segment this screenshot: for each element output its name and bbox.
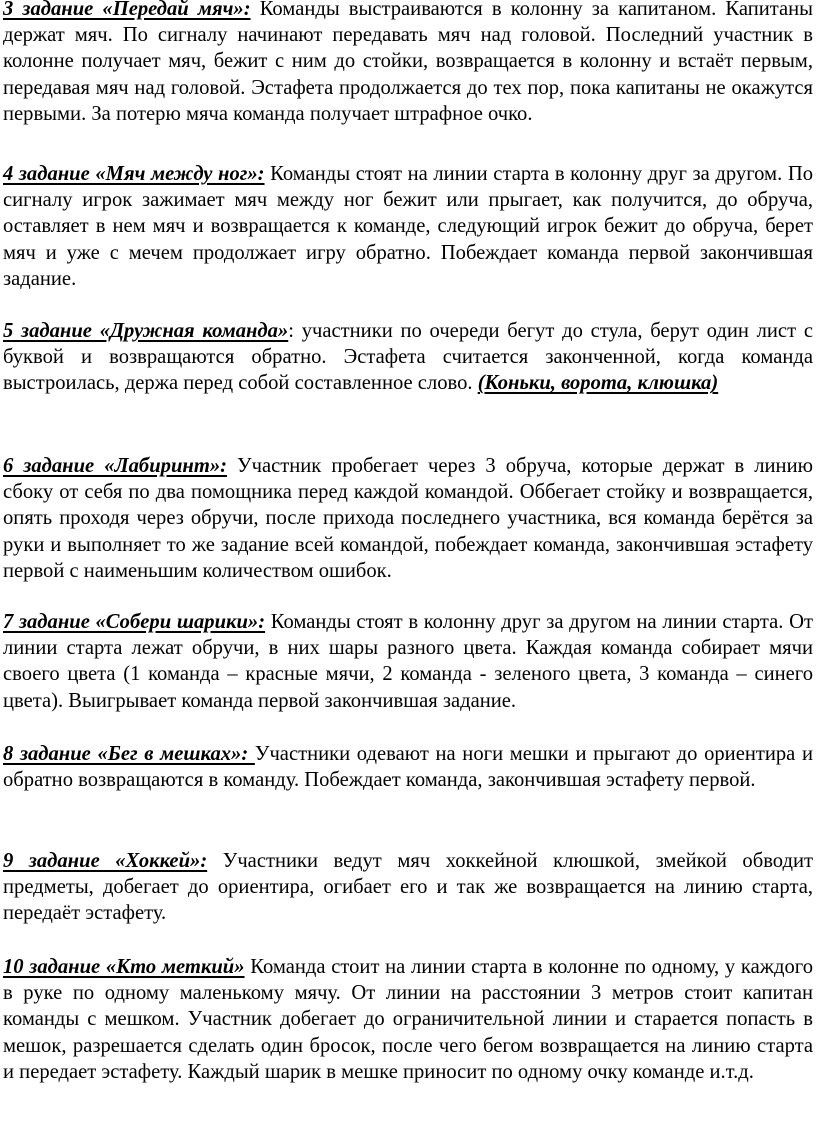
task-7-body: Команды стоят в колонну друг за другом на линии старта. От линии старта лежат обручи, в них шары разного цвета. Каждая команда собирает мячи своего цвета (1 команда – красные мячи, 2 команда - зеленого цвета, 3 команда – синего цвета). Выигрывает команда первой закончившая задание. <box>3 611 813 712</box>
task-6-separator <box>227 455 237 477</box>
task-9-separator <box>207 850 223 872</box>
task-5-body: участники по очереди бегут до стула, берут один лист с буквой и возвращаются обратно. Эстафета считается законченной, когда команда выстроилась, держа перед собой составленное слово. <box>3 320 813 395</box>
task-5-answer: (Коньки, ворота, клюшка) <box>477 372 719 395</box>
task-7-title: 7 задание «Собери шарики»: <box>3 611 266 633</box>
task-7-paragraph <box>3 609 813 714</box>
task-6-paragraph <box>3 453 813 584</box>
task-3-body: Команды выстраиваются в колонну за капитаном. Капитаны держат мяч. По сигналу начинают передавать мяч над головой. Последний участник в колонне получает мяч, бежит с ним до стойки, возвращается в колонну и встаёт первым, передавая мяч над головой. Эстафета продолжается до тех пор, пока капитаны не окажутся первыми. За потерю мяча команда получает штрафное очко. <box>3 0 813 125</box>
task-3-title: 3 задание «Передай мяч»: <box>3 0 251 20</box>
task-9-title: 9 задание «Хоккей»: <box>3 850 208 872</box>
task-8-body: Участники одевают на ноги мешки и прыгают до ориентира и обратно возвращаются в команду. Побеждает команда, закончившая эстафету первой. <box>3 743 813 792</box>
task-5-paragraph <box>3 318 813 397</box>
task-6-title: 6 задание «Лабиринт»: <box>3 455 228 477</box>
task-5-separator: : <box>288 320 302 342</box>
task-9-paragraph <box>3 848 813 927</box>
task-10-title: 10 задание «Кто меткий» <box>3 956 245 978</box>
task-5-title: 5 задание «Дружная команда» <box>3 320 289 342</box>
task-3-paragraph <box>3 0 813 127</box>
task-6-body: Участник пробегает через 3 обруча, которые держат в линию сбоку от себя по два помощника перед каждой командой. Оббегает стойку и возвращается, опять проходя через обручи, после прихода последнего участника, вся команда берётся за руки и выполняет то же задание всей командой, побеждает команда, закончившая эстафету первой с наименьшим количеством ошибок. <box>3 455 813 582</box>
task-4-title: 4 задание «Мяч между ног»: <box>3 163 265 185</box>
task-4-paragraph <box>3 161 813 292</box>
task-10-body: Команда стоит на линии старта в колонне по одному, у каждого в руке по одному маленькому мячу. От линии на расстоянии 3 метров стоит капитан команды с мешком. Участник добегает до ограничительной линии и старается попасть в мешок, разрешается сделать один бросок, после чего бегом возвращается на линию старта и передает эстафету. Каждый шарик в мешке приносит по одному очку команде и.т.д. <box>3 956 813 1083</box>
task-3-separator <box>251 0 260 20</box>
task-4-body: Команды стоят на линии старта в колонну друг за другом. По сигналу игрок зажимает мяч между ног бежит или прыгает, как получится, до обруча, оставляет в нем мяч и возвращается к команде, следующий игрок бежит до обруча, берет мяч и уже с мечем продолжает игру обратно. Побеждает команда первой закончившая задание. <box>3 163 813 290</box>
task-9-body: Участники ведут мяч хоккейной клюшкой, змейкой обводит предметы, добегает до ориентира, огибает его и так же возвращается на линию старта, передаёт эстафету. <box>3 850 813 925</box>
task-8-title: 8 задание «Бег в мешках»: <box>3 743 255 765</box>
task-8-paragraph <box>3 741 813 793</box>
task-10-paragraph <box>3 954 813 1085</box>
